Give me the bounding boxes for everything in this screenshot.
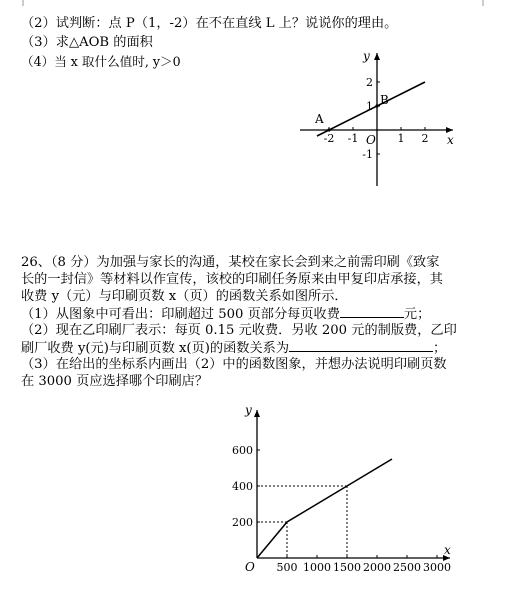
graph2-x-tick-label: 3000: [423, 561, 451, 574]
graph2-x-tick-label: 2500: [393, 561, 421, 574]
q26-sub2-blank[interactable]: [289, 339, 433, 352]
graph1-point-b-label: B: [380, 93, 389, 107]
graph1-y-tick-label: 1: [366, 100, 373, 113]
graph1-line-l: [317, 82, 425, 136]
graph2-labels: [244, 403, 451, 574]
graph1-line: [317, 82, 425, 136]
graph2-x-tick-label: 1500: [333, 561, 361, 574]
question-2-text: （2）试判断：点 P（1，-2）在不在直线 L 上？说说你的理由。: [21, 16, 398, 31]
graph2-x-tick-label: 2000: [363, 561, 391, 574]
page-corner-marks: [0, 0, 506, 8]
q26-sub1-blank[interactable]: [340, 305, 404, 318]
graph1-point-a-label: A: [315, 112, 324, 126]
graph1-x-tick-label: -2: [323, 132, 335, 145]
q26-sub2-text: 刷厂收费 y(元)与印刷页数 x(页)的函数关系为: [21, 341, 290, 356]
graph1-point-a: [327, 128, 330, 131]
graph1-x-axis-label: x: [447, 133, 454, 147]
q26-sub3-line-1: （3）在给出的坐标系内画出（2）中的函数图象，并想办法说明印刷页数: [21, 357, 447, 372]
graph1-point-b: [375, 104, 378, 107]
graph2-y-tick-label: 200: [232, 516, 253, 529]
question-4-text: （4）当 x 取什么值时, y＞0: [21, 54, 181, 69]
q26-line-3: 收费 y（元）与印刷页数 x（页）的函数关系如图所示．: [21, 289, 348, 304]
graph2-axes: [254, 410, 450, 561]
graph1-x-tick-label: 1: [397, 132, 405, 145]
graph1-y-tick-label: -1: [362, 148, 373, 161]
q26-sub2-line-1: （2）现在乙印刷厂表示：每页 0.15 元收费．另收 200 元的制版费，乙印: [21, 323, 457, 338]
graph2-ticks: [232, 444, 451, 574]
q26-line-2: 长的一封信》等材料以作宣传，该校的印刷任务原来由甲复印店承接，其: [21, 272, 443, 287]
graph2-y-axis-label: y: [245, 403, 252, 417]
graph1-labels: [314, 50, 454, 147]
graph2-x-tick-label: 1000: [303, 561, 331, 574]
q26-sub1-text: （1）从图象中可看出：印刷超过 500 页部分每页收费: [21, 307, 340, 322]
q26-sub2-end: ；: [433, 341, 447, 356]
graph1-x-tick-label: 2: [421, 132, 429, 145]
graph2-line: [257, 459, 392, 558]
q26-sub1-end: 元；: [403, 307, 431, 322]
graph2-origin-label: O: [245, 560, 255, 574]
graph2-cost-line: [257, 459, 392, 558]
question-3-text: （3）求△AOB 的面积: [21, 35, 153, 50]
graph1-x-tick-label: -1: [347, 132, 359, 145]
graph1-y-arrow: [374, 53, 380, 60]
q26-sub3-line-2: 在 3000 页应选择哪个印刷店？: [21, 374, 209, 389]
graph2-y-tick-label: 600: [232, 444, 253, 457]
graph1-y-axis-label: y: [363, 50, 370, 63]
q26-line-1: 26、（8 分）为加强与家长的沟通，某校在家长会到来之前需印刷《致家: [21, 255, 440, 270]
graph1-origin-label: O: [366, 133, 376, 147]
graph2-x-tick-label: 500: [276, 561, 298, 574]
graph2-reference-lines: [257, 486, 347, 558]
graph2-x-axis-label: x: [444, 543, 451, 557]
graph2-y-tick-label: 400: [232, 480, 253, 493]
line-graph-ab: [295, 50, 465, 190]
printing-cost-graph: [222, 402, 462, 592]
graph1-y-tick-label: 2: [366, 76, 373, 89]
graph2-y-arrow: [254, 410, 260, 417]
